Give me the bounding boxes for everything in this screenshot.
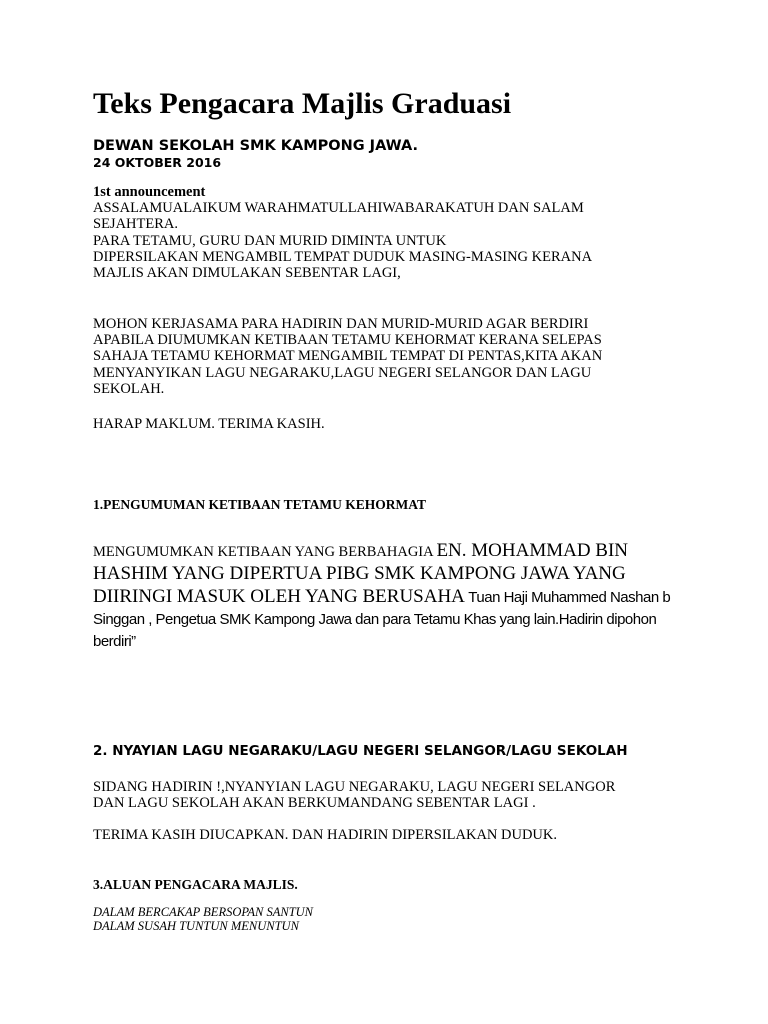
- event-date: 24 OKTOBER 2016: [93, 155, 222, 170]
- section1-intro: MENGUMUMKAN KETIBAAN YANG BERBAHAGIA: [93, 544, 437, 560]
- request-line: MENYANYIKAN LAGU NEGARAKU,LAGU NEGERI SELANGOR DAN LAGU: [93, 364, 592, 381]
- announcement-paragraph: [93, 184, 693, 281]
- section2-line: SIDANG HADIRIN !,NYANYIAN LAGU NEGARAKU, LAGU NEGERI SELANGOR: [93, 779, 616, 795]
- announcement-label: 1st announcement: [93, 184, 206, 200]
- page-title: Teks Pengacara Majlis Graduasi: [93, 87, 512, 120]
- announcement-line: MAJLIS AKAN DIMULAKAN SEBENTAR LAGI,: [93, 265, 401, 282]
- section2-line: DAN LAGU SEKOLAH AKAN BERKUMANDANG SEBENTAR LAGI .: [93, 795, 536, 812]
- request-line: SEKOLAH.: [93, 380, 165, 397]
- section1-principal: Tuan Haji Muhammed Nashan b Singgan , Pengetua SMK Kampong Jawa dan para Tetamu Khas yang lain.Hadirin dipohon berdiri”: [93, 589, 671, 650]
- section2-paragraph: [93, 779, 693, 811]
- section3-verse: [93, 905, 313, 933]
- section3-heading: 3.ALUAN PENGACARA MAJLIS.: [93, 877, 298, 892]
- section2-thanks: TERIMA KASIH DIUCAPKAN. DAN HADIRIN DIPERSILAKAN DUDUK.: [93, 827, 557, 843]
- request-line: APABILA DIUMUMKAN KETIBAAN TETAMU KEHORMAT KERANA SELEPAS: [93, 332, 602, 349]
- section2-heading: 2. NYAYIAN LAGU NEGARAKU/LAGU NEGERI SELANGOR/LAGU SEKOLAH: [93, 743, 628, 759]
- request-paragraph: [93, 316, 693, 397]
- section1-heading: 1.PENGUMUMAN KETIBAAN TETAMU KEHORMAT: [93, 497, 427, 512]
- request-line: MOHON KERJASAMA PARA HADIRIN DAN MURID-MURID AGAR BERDIRI: [93, 316, 589, 332]
- section1-paragraph: [93, 540, 693, 653]
- announcement-line: PARA TETAMU, GURU DAN MURID DIMINTA UNTUK: [93, 232, 447, 249]
- venue-heading: DEWAN SEKOLAH SMK KAMPONG JAWA.: [93, 138, 418, 154]
- notice-text: HARAP MAKLUM. TERIMA KASIH.: [93, 416, 325, 432]
- verse-line: DALAM BERCAKAP BERSOPAN SANTUN: [93, 905, 314, 919]
- announcement-line: SEJAHTERA.: [93, 216, 178, 233]
- request-line: SAHAJA TETAMU KEHORMAT MENGAMBIL TEMPAT DI PENTAS,KITA AKAN: [93, 348, 603, 365]
- verse-line: DALAM SUSAH TUNTUN MENUNTUN: [93, 919, 299, 933]
- announcement-line: DIPERSILAKAN MENGAMBIL TEMPAT DUDUK MASING-MASING KERANA: [93, 248, 593, 265]
- section1-guest-name: EN. MOHAMMAD BIN HASHIM YANG DIPERTUA PIBG SMK KAMPONG JAWA YANG DIIRINGI MASUK OLEH YANG BERUSAHA: [93, 540, 629, 607]
- announcement-line: ASSALAMUALAIKUM WARAHMATULLAHIWABARAKATUH DAN SALAM: [93, 200, 584, 217]
